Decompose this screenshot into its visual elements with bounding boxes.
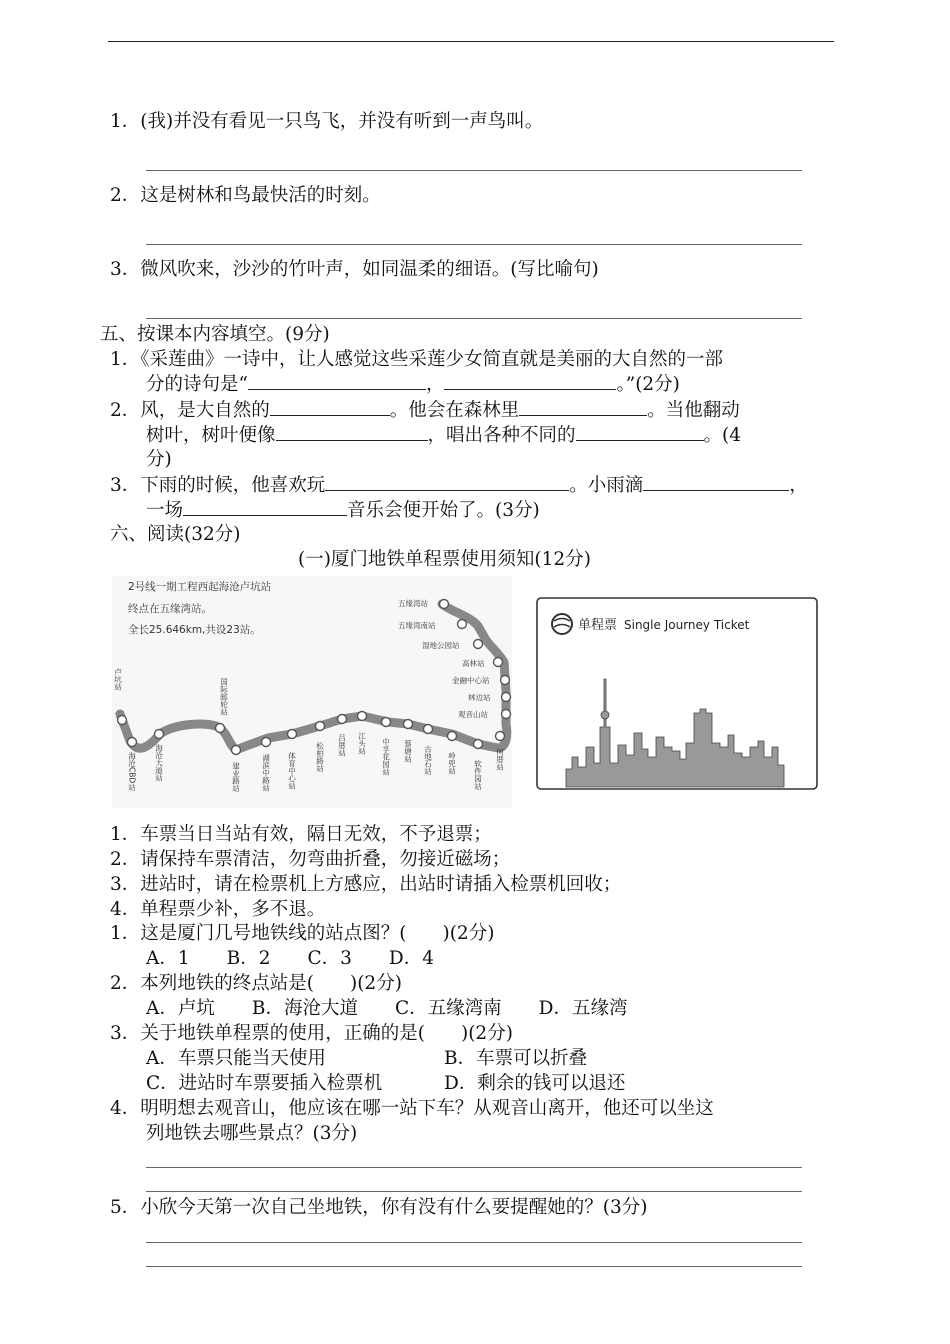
- blank-field[interactable]: [270, 397, 390, 416]
- single-journey-ticket: [536, 597, 818, 790]
- fill-q2-text: 。当他翻动: [647, 400, 740, 421]
- station-label: 高林站: [462, 659, 485, 668]
- fill-q1-text: 分的诗句是“: [146, 374, 248, 395]
- blank-field[interactable]: [519, 397, 647, 416]
- question-3: [110, 1021, 513, 1046]
- fill-q1-line1: 1．《采莲曲》一诗中，让人感觉这些采莲少女简直就是美丽的大自然的一部: [110, 349, 724, 370]
- station-label: 湿地公园站: [422, 641, 460, 650]
- blank-field[interactable]: [183, 497, 347, 516]
- question-text: )(2分): [442, 923, 495, 944]
- answer-line[interactable]: [146, 244, 802, 245]
- section5-heading: 五、按课本内容填空。(9分): [100, 324, 330, 345]
- rule-1: 1．车票当日当站有效，隔日无效，不予退票；: [110, 824, 492, 845]
- blank-field[interactable]: [325, 472, 569, 491]
- station-label: 岭兜站: [447, 752, 457, 775]
- station-dot: [496, 732, 505, 741]
- question-2: [110, 971, 402, 996]
- station-label: 金融中心站: [452, 676, 490, 685]
- station-label: 古地石站: [423, 745, 433, 775]
- rewrite-q1: 1．(我)并没有看见一只鸟飞，并没有听到一声鸟叫。: [110, 111, 544, 132]
- fill-q2-line2: [146, 422, 741, 448]
- station-label: 蔡塘站: [403, 740, 413, 763]
- blank-field[interactable]: [576, 422, 704, 441]
- station-dot: [458, 620, 467, 629]
- metro-map-graphic: [112, 576, 512, 808]
- station-label: 五缘湾南站: [398, 621, 436, 630]
- station-dot: [448, 732, 457, 741]
- station-dot: [358, 712, 367, 721]
- ticket-title-cn: 单程票: [578, 618, 618, 633]
- fill-q3-text: 音乐会便开始了。(3分): [347, 500, 540, 521]
- fill-q1-line2: [146, 371, 680, 397]
- question-text: 3．关于地铁单程票的使用，正确的是(: [110, 1023, 425, 1044]
- question-text: )(2分): [350, 973, 402, 994]
- reading-title: (一)厦门地铁单程票使用须知(12分): [298, 549, 591, 570]
- station-label: 观音山站: [458, 710, 488, 719]
- station-dot: [232, 746, 241, 755]
- station-dot: [216, 724, 225, 733]
- station-dot: [474, 740, 483, 749]
- station-dot: [494, 658, 503, 667]
- rule-4: 4．单程票少补，多不退。: [110, 899, 326, 920]
- answer-line[interactable]: [146, 1266, 802, 1267]
- station-dot: [288, 730, 297, 739]
- station-dot: [502, 693, 511, 702]
- fill-q3-line1: [110, 472, 808, 498]
- question-5: 5．小欣今天第一次自己坐地铁，你有没有什么要提醒她的？(3分): [110, 1197, 648, 1218]
- answer-line[interactable]: [146, 1167, 802, 1168]
- option-d[interactable]: D．剩余的钱可以退还: [444, 1073, 626, 1094]
- blank-field[interactable]: [276, 422, 428, 441]
- station-label: 何厝站: [495, 748, 505, 771]
- rule-2: 2．请保持车票清洁，勿弯曲折叠，勿接近磁场；: [110, 849, 511, 870]
- ticket-graphic: [536, 597, 818, 790]
- metro-line-map: [112, 576, 512, 808]
- question-text: 1．这是厦门几号地铁线的站点图？(: [110, 923, 407, 944]
- station-label: 海沧CBD站: [127, 752, 137, 791]
- header-rule: [108, 41, 834, 42]
- station-dot: [316, 722, 325, 731]
- option-a[interactable]: A．车票只能当天使用: [146, 1048, 326, 1069]
- option-c[interactable]: C．进站时车票要插入检票机: [146, 1073, 383, 1094]
- station-label: 海沧大道站: [154, 744, 164, 782]
- station-label: 国际邮轮站: [219, 678, 229, 716]
- fill-q1-text: 。”(2分): [616, 374, 680, 395]
- fill-q2-text: ，唱出各种不同的: [427, 425, 576, 446]
- fill-q3-text: 3．下雨的时候，他喜欢玩: [110, 475, 326, 496]
- fill-q2-text: 。(4: [703, 425, 742, 446]
- station-label: 林边站: [468, 693, 491, 702]
- fill-q3-text: 一场: [146, 500, 184, 521]
- blank-field[interactable]: [248, 371, 426, 390]
- station-dot: [382, 718, 391, 727]
- station-label: 软件园站: [473, 760, 483, 790]
- station-dot: [338, 715, 347, 724]
- rewrite-q2: 2．这是树林和鸟最快活的时刻。: [110, 185, 381, 206]
- station-label: 江头站: [357, 732, 367, 755]
- question-2-options[interactable]: A．卢坑 B．海沧大道 C．五缘湾南 D．五缘湾: [146, 998, 628, 1019]
- answer-line[interactable]: [146, 318, 802, 319]
- station-label: 湖滨中路站: [261, 754, 271, 792]
- station-dot: [502, 710, 511, 719]
- station-dot: [440, 600, 449, 609]
- question-4-line1: 4．明明想去观音山，他应该在哪一站下车？从观音山离开，他还可以坐这: [110, 1098, 714, 1119]
- answer-line[interactable]: [146, 1242, 802, 1243]
- question-1-options[interactable]: A．1 B．2 C．3 D．4: [146, 948, 435, 969]
- map-info-line3: 全长25.646km,共设23站。: [128, 624, 261, 636]
- question-text: )(2分): [461, 1023, 513, 1044]
- fill-q3-line2: [146, 497, 540, 523]
- tower-sphere: [601, 711, 609, 719]
- station-label: 中孚花园站: [381, 738, 391, 776]
- fill-q2-text: 树叶，树叶便像: [146, 425, 276, 446]
- ticket-title-en: Single Journey Ticket: [624, 618, 750, 632]
- station-label: 五缘湾站: [398, 599, 428, 608]
- fill-q2-text: 2．风，是大自然的: [110, 400, 270, 421]
- station-dot: [474, 640, 483, 649]
- blank-field[interactable]: [643, 472, 789, 491]
- fill-q2-line1: [110, 397, 740, 423]
- answer-line[interactable]: [146, 1191, 802, 1192]
- question-4-line2: 列地铁去哪些景点？(3分): [146, 1123, 358, 1144]
- station-label: 建业路站: [231, 762, 241, 792]
- station-dot: [501, 676, 510, 685]
- map-info-line2: 终点在五缘湾站。: [128, 603, 212, 615]
- blank-field[interactable]: [444, 371, 616, 390]
- station-label: 卢坑站: [113, 668, 123, 691]
- station-label: 吕厝站: [337, 734, 347, 757]
- station-label: 体育中心站: [287, 752, 297, 790]
- fill-q1-text: ，: [425, 374, 445, 395]
- option-b[interactable]: B．车票可以折叠: [444, 1048, 588, 1069]
- map-info-line1: 2号线一期工程西起海沧卢坑站: [128, 581, 272, 593]
- question-text: 2．本列地铁的终点站是(: [110, 973, 314, 994]
- rewrite-q3: 3．微风吹来，沙沙的竹叶声，如同温柔的细语。(写比喻句): [110, 259, 599, 280]
- station-dot: [118, 716, 127, 725]
- fill-q3-text: ，: [789, 475, 808, 496]
- station-dot: [424, 725, 433, 734]
- question-1: [110, 921, 494, 946]
- station-dot: [262, 738, 271, 747]
- fill-q2-line3: 分): [146, 449, 172, 470]
- station-dot: [128, 738, 137, 747]
- fill-q2-text: 。他会在森林里: [389, 400, 520, 421]
- rule-3: 3．进站时，请在检票机上方感应，出站时请插入检票机回收；: [110, 874, 622, 895]
- section6-heading: 六、阅读(32分): [110, 524, 241, 545]
- answer-line[interactable]: [146, 170, 802, 171]
- fill-q3-text: 。小雨滴: [569, 475, 644, 496]
- station-label: 松柏路站: [315, 742, 325, 772]
- station-dot: [155, 730, 164, 739]
- station-dot: [404, 720, 413, 729]
